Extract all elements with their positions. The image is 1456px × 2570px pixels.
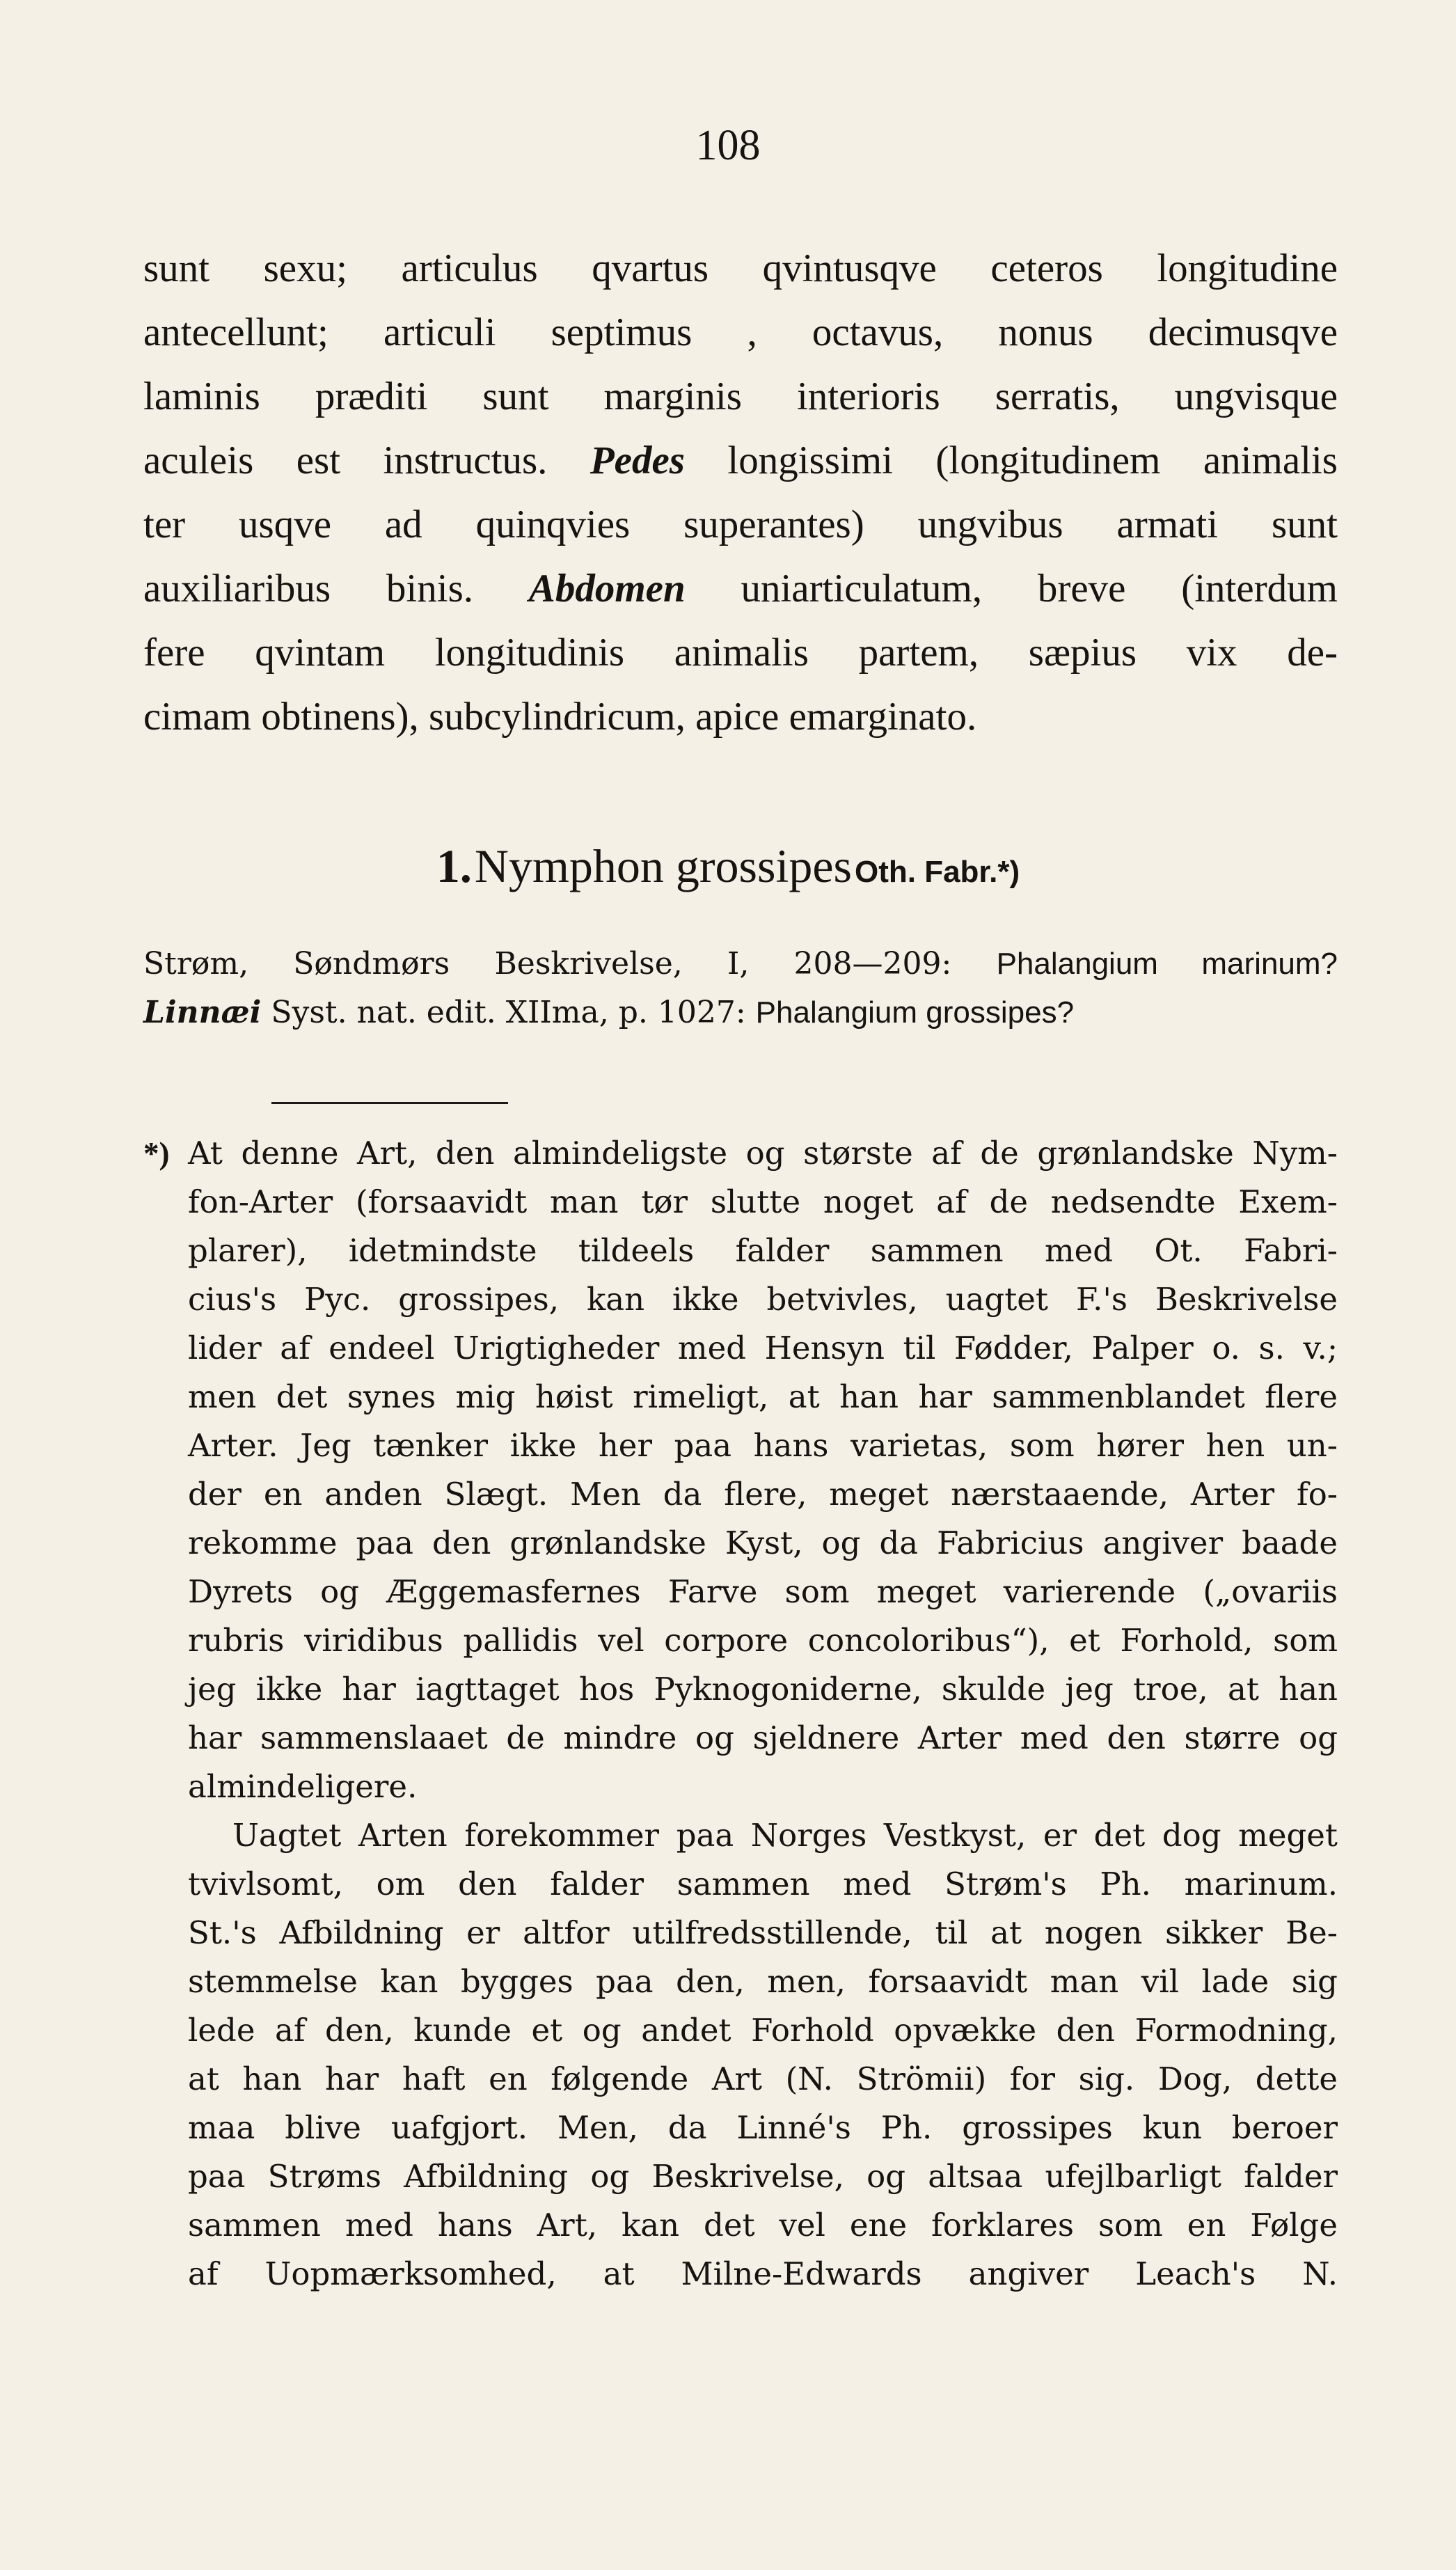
footnote-line: sammen med hans Art, kan det vel ene forklares som en Følge [188, 2207, 1338, 2244]
synonymy-line [143, 940, 1338, 988]
footnote-line: St.'s Afbildning er altfor utilfredsstillende, til at nogen sikker Be- [188, 1914, 1338, 1951]
species-author: Oth. Fabr.*) [854, 855, 1020, 889]
text-span: longissimi (longitudinem animalis [684, 439, 1338, 482]
footnote-line: af Uopmærksomhed, at Milne-Edwards angiver Leach's N. [188, 2255, 1338, 2292]
text-line: laminis præditi sunt marginis interioris serratis, ungvisque [143, 375, 1338, 418]
text-line: cimam obtinens), subcylindricum, apice emarginato. [143, 695, 977, 739]
text-span: At denne Art, den almindeligste og største af de grønlandske Nym- [188, 1135, 1338, 1172]
text-span: Strøm, Søndmørs Beskrivelse, I, 208—209: [143, 946, 997, 982]
text-span: Phalangium marinum? [996, 947, 1338, 981]
text-line: ter usqve ad quinqvies superantes) ungvibus armati sunt [143, 503, 1338, 546]
main-paragraph [143, 237, 1338, 749]
text-line [143, 429, 1338, 493]
term-pedes: Pedes [589, 439, 685, 482]
footnote-marker: *) [143, 1136, 170, 1171]
synonymy [143, 940, 1338, 1037]
footnote-line: stemmelse kan bygges paa den, men, forsaavidt man vil lade sig [188, 1963, 1338, 2000]
species-number: 1. [436, 839, 472, 892]
footnote-line: lede af den, kunde et og andet Forhold opvække den Formodning, [188, 2012, 1338, 2049]
footnote-line: Arter. Jeg tænker ikke her paa hans varietas, som hører hen un- [188, 1427, 1338, 1464]
footnote-line: har sammenslaaet de mindre og sjeldnere Arter med den større og [188, 1719, 1338, 1756]
text-span: aculeis est instructus. [143, 439, 590, 482]
footnote-line: Uagtet Arten forekommer paa Norges Vestkyst, er det dog meget [232, 1817, 1338, 1854]
footnote-line: at han har haft en følgende Art (N. Strömii) for sig. Dog, dette [188, 2060, 1338, 2097]
footnote-line: lider af endeel Urigtigheder med Hensyn til Fødder, Palper o. s. v.; [188, 1330, 1338, 1366]
footnote-line: cius's Pyc. grossipes, kan ikke betvivles, uagtet F.'s Beskrivelse [188, 1281, 1338, 1318]
species-name: Nymphon grossipes [474, 839, 852, 892]
text-line [143, 557, 1338, 621]
footnote-line: tvivlsomt, om den falder sammen med Strøm's Ph. marinum. [188, 1866, 1338, 1902]
page-number: 108 [695, 122, 761, 169]
text-span: auxiliaribus binis. [143, 567, 529, 610]
text-span: Syst. nat. edit. XIIma, p. 1027: [261, 995, 756, 1030]
footnote-line: paa Strøms Afbildning og Beskrivelse, og altsaa ufejlbarligt falder [188, 2158, 1338, 2195]
text-span: uniarticulatum, breve (interdum [685, 567, 1338, 610]
footnote-line: rekomme paa den grønlandske Kyst, og da Fabricius angiver baade [188, 1524, 1338, 1561]
footnote [143, 1129, 1338, 2299]
footnote-divider [271, 1102, 508, 1104]
footnote-line: almindeligere. [188, 1768, 418, 1805]
term-abdomen: Abdomen [528, 567, 686, 610]
text-span: Phalangium grossipes? [755, 995, 1075, 1030]
footnote-line [143, 1129, 1338, 1178]
text-line: sunt sexu; articulus qvartus qvintusqve ceteros longitudine [143, 246, 1338, 290]
footnote-line: plarer), idetmindste tildeels falder sammen med Ot. Fabri- [188, 1232, 1338, 1269]
footnote-line: fon-Arter (forsaavidt man tør slutte noget af de nedsendte Exem- [188, 1183, 1338, 1220]
footnote-line: maa blive uafgjort. Men, da Linné's Ph. grossipes kun beroer [188, 2109, 1338, 2146]
author-linnaeus: Linnæi [143, 995, 262, 1030]
species-heading [0, 839, 1456, 892]
text-line: antecellunt; articuli septimus , octavus, nonus decimusqve [143, 310, 1338, 354]
synonymy-line [143, 988, 1338, 1037]
footnote-line: jeg ikke har iagttaget hos Pyknogoniderne, skulde jeg troe, at han [188, 1671, 1338, 1708]
text-line: fere qvintam longitudinis animalis partem, sæpius vix de- [143, 631, 1338, 675]
footnote-line: rubris viridibus pallidis vel corpore concoloribus“), et Forhold, som [188, 1622, 1338, 1659]
footnote-line: der en anden Slægt. Men da flere, meget nærstaaende, Arter fo- [188, 1476, 1338, 1513]
footnote-line: men det synes mig høist rimeligt, at han har sammenblandet flere [188, 1378, 1338, 1415]
footnote-line: Dyrets og Æggemasfernes Farve som meget varierende („ovariis [188, 1573, 1338, 1610]
